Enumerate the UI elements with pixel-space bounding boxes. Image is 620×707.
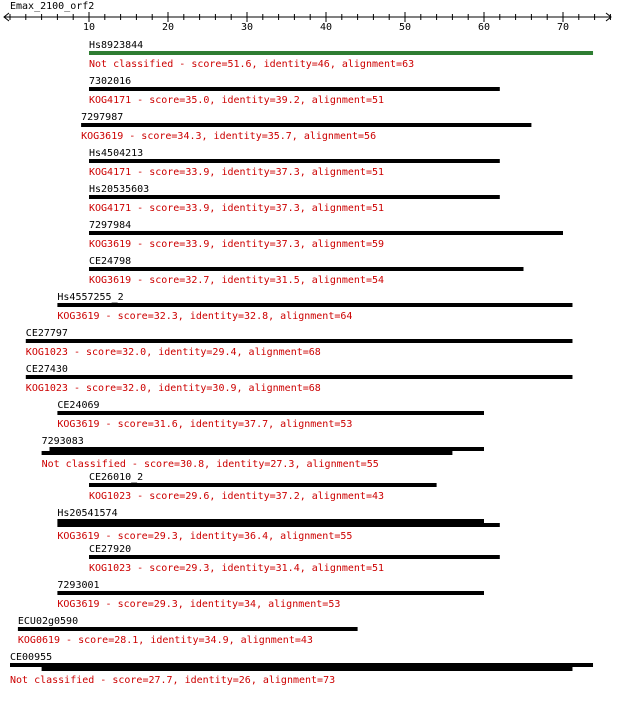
hit-name[interactable]: CE26010_2	[89, 472, 144, 483]
hit-description: KOG3619 - score=31.6, identity=37.7, alignment=53	[57, 419, 353, 430]
hit-name[interactable]: ECU02g0590	[17, 616, 79, 627]
hit-row	[42, 436, 484, 470]
hit-row	[81, 112, 531, 142]
hit-description: KOG4171 - score=35.0, identity=39.2, alignment=51	[89, 95, 385, 106]
query-title: Emax_2100_orf2	[10, 1, 95, 12]
hit-row	[89, 40, 593, 70]
hit-description: Not classified - score=30.8, identity=27.3, alignment=55	[41, 459, 379, 470]
hit-alignment-bar	[81, 123, 531, 127]
hit-name[interactable]: CE24798	[89, 256, 132, 267]
axis-tick-label: 10	[82, 22, 96, 33]
hit-description: Not classified - score=51.6, identity=46, alignment=63	[89, 59, 415, 70]
axis-tick-label: 40	[319, 22, 333, 33]
hit-description: Not classified - score=27.7, identity=26, alignment=73	[10, 675, 336, 686]
hit-alignment-bar	[89, 555, 500, 559]
hit-description: KOG1023 - score=32.0, identity=30.9, alignment=68	[25, 383, 321, 394]
hit-description: KOG0619 - score=28.1, identity=34.9, alignment=43	[17, 635, 313, 646]
hit-description: KOG3619 - score=32.3, identity=32.8, alignment=64	[57, 311, 353, 322]
hit-row	[18, 616, 358, 646]
hit-row	[89, 220, 563, 250]
hit-alignment-bar	[89, 51, 593, 55]
hit-alignment-bar	[57, 411, 484, 415]
hit-name[interactable]: Hs20535603	[89, 184, 150, 195]
hit-row	[26, 364, 573, 394]
axis-tick-label: 70	[556, 22, 570, 33]
hit-row	[57, 508, 499, 542]
hit-description: KOG3619 - score=33.9, identity=37.3, alignment=59	[89, 239, 385, 250]
hit-alignment-bar	[89, 195, 500, 199]
hit-alignment-bar	[26, 339, 573, 343]
hit-name[interactable]: Hs4557255_2	[57, 292, 124, 303]
hit-description: KOG1023 - score=32.0, identity=29.4, alignment=68	[25, 347, 321, 358]
hit-name[interactable]: CE00955	[10, 652, 53, 663]
hit-name[interactable]: 7302016	[89, 76, 132, 87]
hit-name[interactable]: Hs20541574	[57, 508, 118, 519]
hit-name[interactable]: CE24069	[57, 400, 100, 411]
hit-name[interactable]: 7297984	[89, 220, 132, 231]
hit-alignment-bar	[57, 519, 484, 523]
hit-name[interactable]: CE27920	[89, 544, 132, 555]
hit-description: KOG3619 - score=34.3, identity=35.7, alignment=56	[81, 131, 377, 142]
hit-row	[57, 400, 484, 430]
hit-name[interactable]: 7297987	[81, 112, 124, 123]
hit-alignment-bar	[89, 483, 437, 487]
hit-description: KOG1023 - score=29.6, identity=37.2, alignment=43	[89, 491, 385, 502]
hit-row	[89, 544, 500, 574]
hit-row	[89, 184, 500, 214]
hit-row	[10, 652, 593, 686]
hit-row	[89, 472, 437, 502]
hit-name[interactable]: CE27797	[25, 328, 68, 339]
hit-row	[26, 328, 573, 358]
hit-description: KOG4171 - score=33.9, identity=37.3, alignment=51	[89, 167, 385, 178]
hit-description: KOG3619 - score=29.3, identity=34, alignment=53	[57, 599, 341, 610]
hit-alignment-bar	[42, 451, 453, 455]
hit-row	[57, 580, 484, 610]
hit-alignment-bar	[89, 231, 563, 235]
hit-list	[10, 40, 593, 686]
hit-name[interactable]: Hs4504213	[89, 148, 144, 159]
hit-name[interactable]: 7293001	[57, 580, 100, 591]
hit-name[interactable]: Hs8923844	[89, 40, 144, 51]
hit-alignment-bar	[57, 591, 484, 595]
axis-tick-label: 50	[398, 22, 412, 33]
hit-description: KOG3619 - score=29.3, identity=36.4, alignment=55	[57, 531, 353, 542]
axis-tick-label: 30	[240, 22, 254, 33]
hit-name[interactable]: CE27430	[25, 364, 68, 375]
hit-description: KOG4171 - score=33.9, identity=37.3, alignment=51	[89, 203, 385, 214]
axis-tick-label: 60	[477, 22, 491, 33]
hit-alignment-bar	[50, 447, 485, 451]
hit-alignment-bar	[89, 159, 500, 163]
hit-description: KOG1023 - score=29.3, identity=31.4, alignment=51	[89, 563, 385, 574]
hit-name[interactable]: 7293083	[41, 436, 84, 447]
hit-description: KOG3619 - score=32.7, identity=31.5, alignment=54	[89, 275, 385, 286]
hit-row	[89, 76, 500, 106]
hit-row	[57, 292, 572, 322]
hit-alignment-bar	[57, 523, 499, 527]
axis-tick-label: 20	[161, 22, 175, 33]
hit-alignment-bar	[42, 667, 573, 671]
hit-row	[89, 256, 524, 286]
hit-alignment-bar	[57, 303, 572, 307]
hit-alignment-bar	[26, 375, 573, 379]
hit-alignment-bar	[18, 627, 358, 631]
hit-alignment-bar	[10, 663, 593, 667]
hit-alignment-bar	[89, 87, 500, 91]
axis-ticks	[10, 12, 610, 33]
hit-row	[89, 148, 500, 178]
axis	[4, 12, 611, 33]
hit-alignment-bar	[89, 267, 524, 271]
